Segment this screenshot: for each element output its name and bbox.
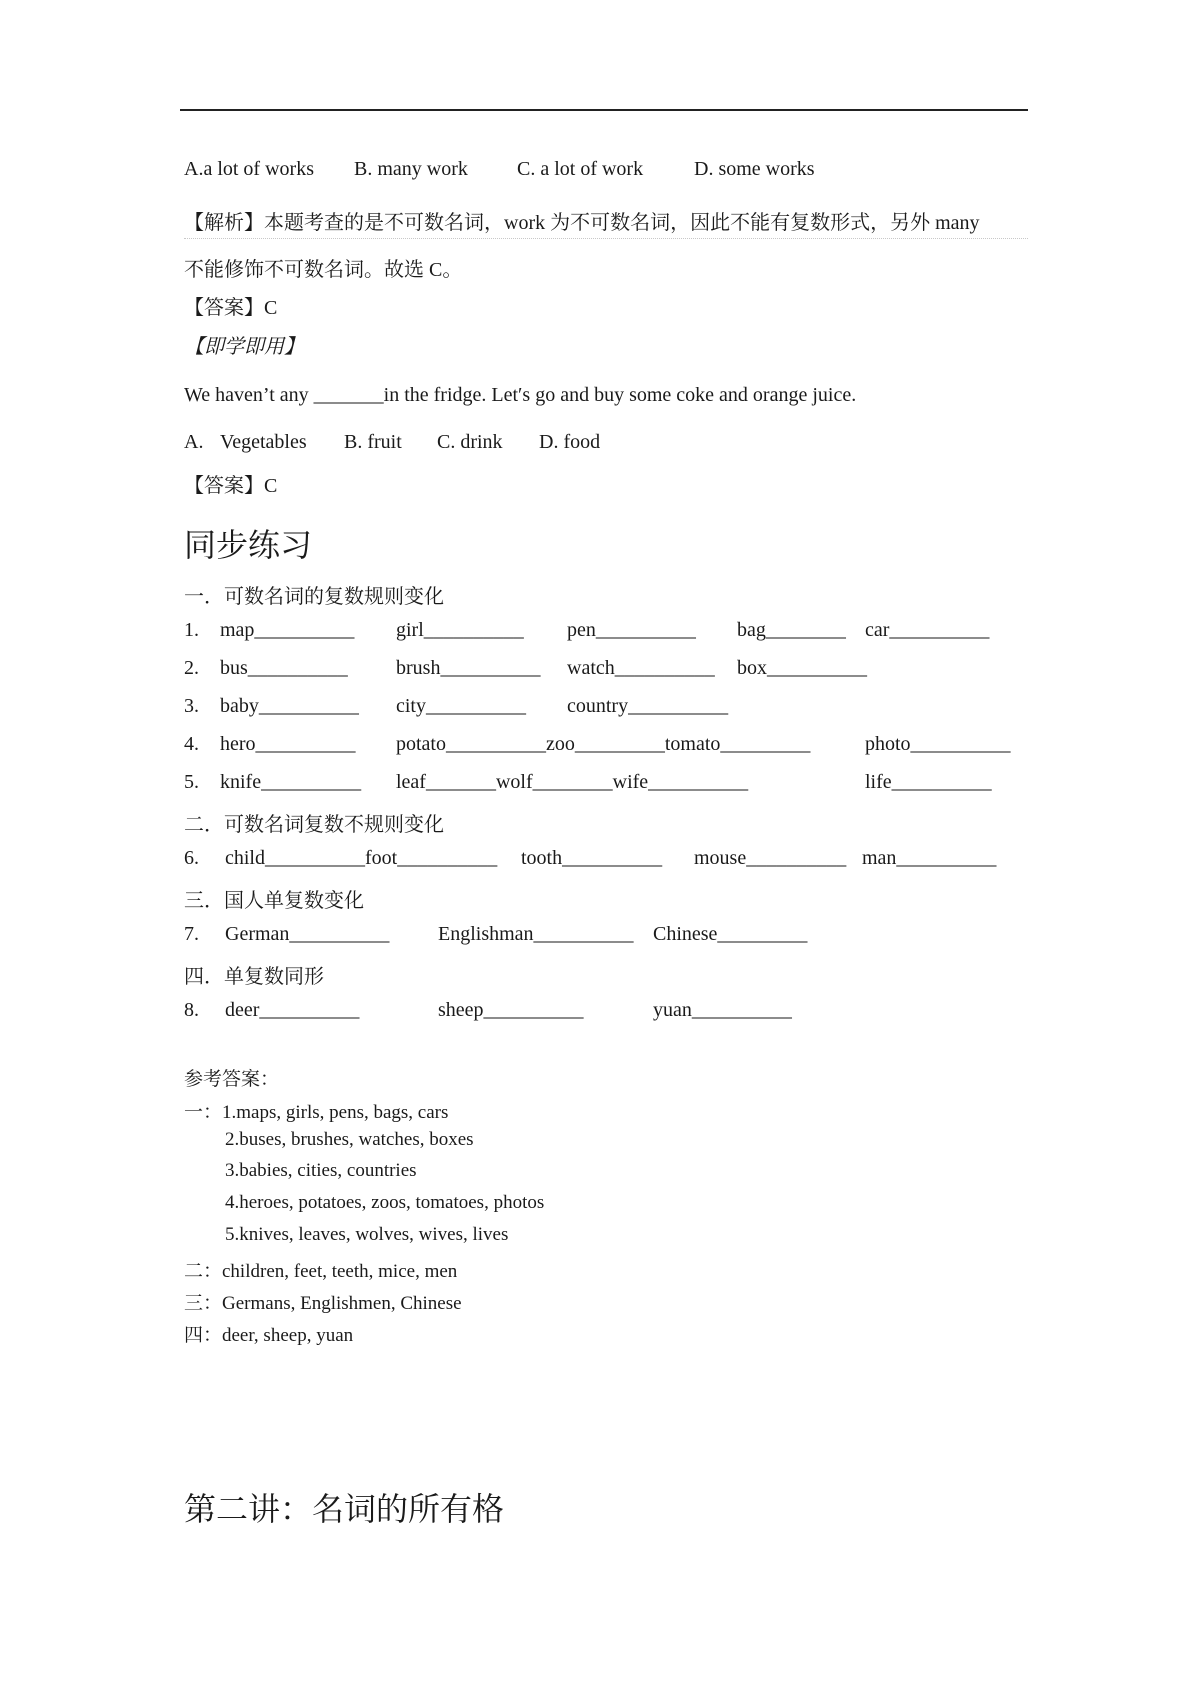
header-rule (180, 109, 1028, 111)
blank-item: mouse__________ (694, 847, 847, 869)
blank-item: potato__________zoo_________tomato_________ (396, 733, 811, 755)
row-number: 2. (184, 657, 199, 679)
blank-item: watch__________ (567, 657, 715, 679)
answer-line: 2.buses, brushes, watches, boxes (225, 1129, 474, 1150)
blank-item: bus__________ (220, 657, 348, 679)
blank-item: pen__________ (567, 619, 696, 641)
blank-item: hero__________ (220, 733, 356, 755)
blank-item: man__________ (862, 847, 997, 869)
practice-heading: 【即学即用】 (184, 336, 304, 358)
row-number: 7. (184, 923, 199, 945)
exercise-heading-1: 一．可数名词的复数规则变化 (184, 586, 444, 608)
blank-item: sheep__________ (438, 999, 584, 1021)
answer-line: 四：deer, sheep, yuan (184, 1325, 354, 1346)
exercise-heading-2: 二．可数名词复数不规则变化 (184, 814, 444, 836)
option2-c: C. drink (437, 431, 503, 453)
blank-item: tooth__________ (521, 847, 663, 869)
answer-line: 一：1.maps, girls, pens, bags, cars (184, 1102, 449, 1123)
blank-item: brush__________ (396, 657, 541, 679)
dotted-divider (184, 238, 1028, 239)
blank-item: leaf_______wolf________wife__________ (396, 771, 749, 793)
exercise-heading-4: 四．单复数同形 (184, 966, 324, 988)
row-number: 8. (184, 999, 199, 1021)
blank-item: yuan__________ (653, 999, 792, 1021)
blank-item: Englishman__________ (438, 923, 634, 945)
lecture-title: 第二讲：名词的所有格 (184, 1490, 505, 1528)
row-number: 6. (184, 847, 199, 869)
answer-line: 3.babies, cities, countries (225, 1160, 417, 1181)
question-2: We haven’t any _______in the fridge. Let′s go and buy some coke and orange juice. (184, 384, 857, 406)
analysis-line-1: 【解析】本题考查的是不可数名词，work 为不可数名词，因此不能有复数形式，另外 many (184, 212, 980, 234)
option-d: D. some works (694, 158, 815, 180)
answer-line: 三：Germans, Englishmen, Chinese (184, 1293, 462, 1314)
option-a: A.a lot of works (184, 158, 314, 180)
blank-item: map__________ (220, 619, 355, 641)
blank-item: knife__________ (220, 771, 362, 793)
row-number: 1. (184, 619, 199, 641)
answer-2: 【答案】C (184, 475, 278, 497)
blank-item: baby__________ (220, 695, 359, 717)
answer-1: 【答案】C (184, 297, 278, 319)
blank-item: photo__________ (865, 733, 1011, 755)
option-b: B. many work (354, 158, 468, 180)
row-number: 3. (184, 695, 199, 717)
blank-item: car__________ (865, 619, 990, 641)
option2-d: D. food (539, 431, 601, 453)
option2-a-letter: A. (184, 431, 204, 453)
section-title: 同步练习 (184, 526, 313, 564)
blank-item: box__________ (737, 657, 867, 679)
blank-item: child__________foot__________ (225, 847, 498, 869)
blank-item: life__________ (865, 771, 992, 793)
blank-item: city__________ (396, 695, 526, 717)
blank-item: deer__________ (225, 999, 360, 1021)
blank-item: country__________ (567, 695, 729, 717)
option2-b: B. fruit (344, 431, 402, 453)
blank-item: bag________ (737, 619, 846, 641)
row-number: 4. (184, 733, 199, 755)
analysis-line-2: 不能修饰不可数名词。故选 C。 (184, 259, 463, 281)
answers-title: 参考答案： (184, 1069, 280, 1090)
answer-line: 5.knives, leaves, wolves, wives, lives (225, 1224, 509, 1245)
row-number: 5. (184, 771, 199, 793)
answer-line: 二：children, feet, teeth, mice, men (184, 1261, 458, 1282)
option-c: C. a lot of work (517, 158, 644, 180)
option2-a-text: Vegetables (220, 431, 307, 453)
blank-item: German__________ (225, 923, 390, 945)
blank-item: girl__________ (396, 619, 524, 641)
exercise-heading-3: 三．国人单复数变化 (184, 890, 364, 912)
answer-line: 4.heroes, potatoes, zoos, tomatoes, photos (225, 1192, 545, 1213)
blank-item: Chinese_________ (653, 923, 808, 945)
